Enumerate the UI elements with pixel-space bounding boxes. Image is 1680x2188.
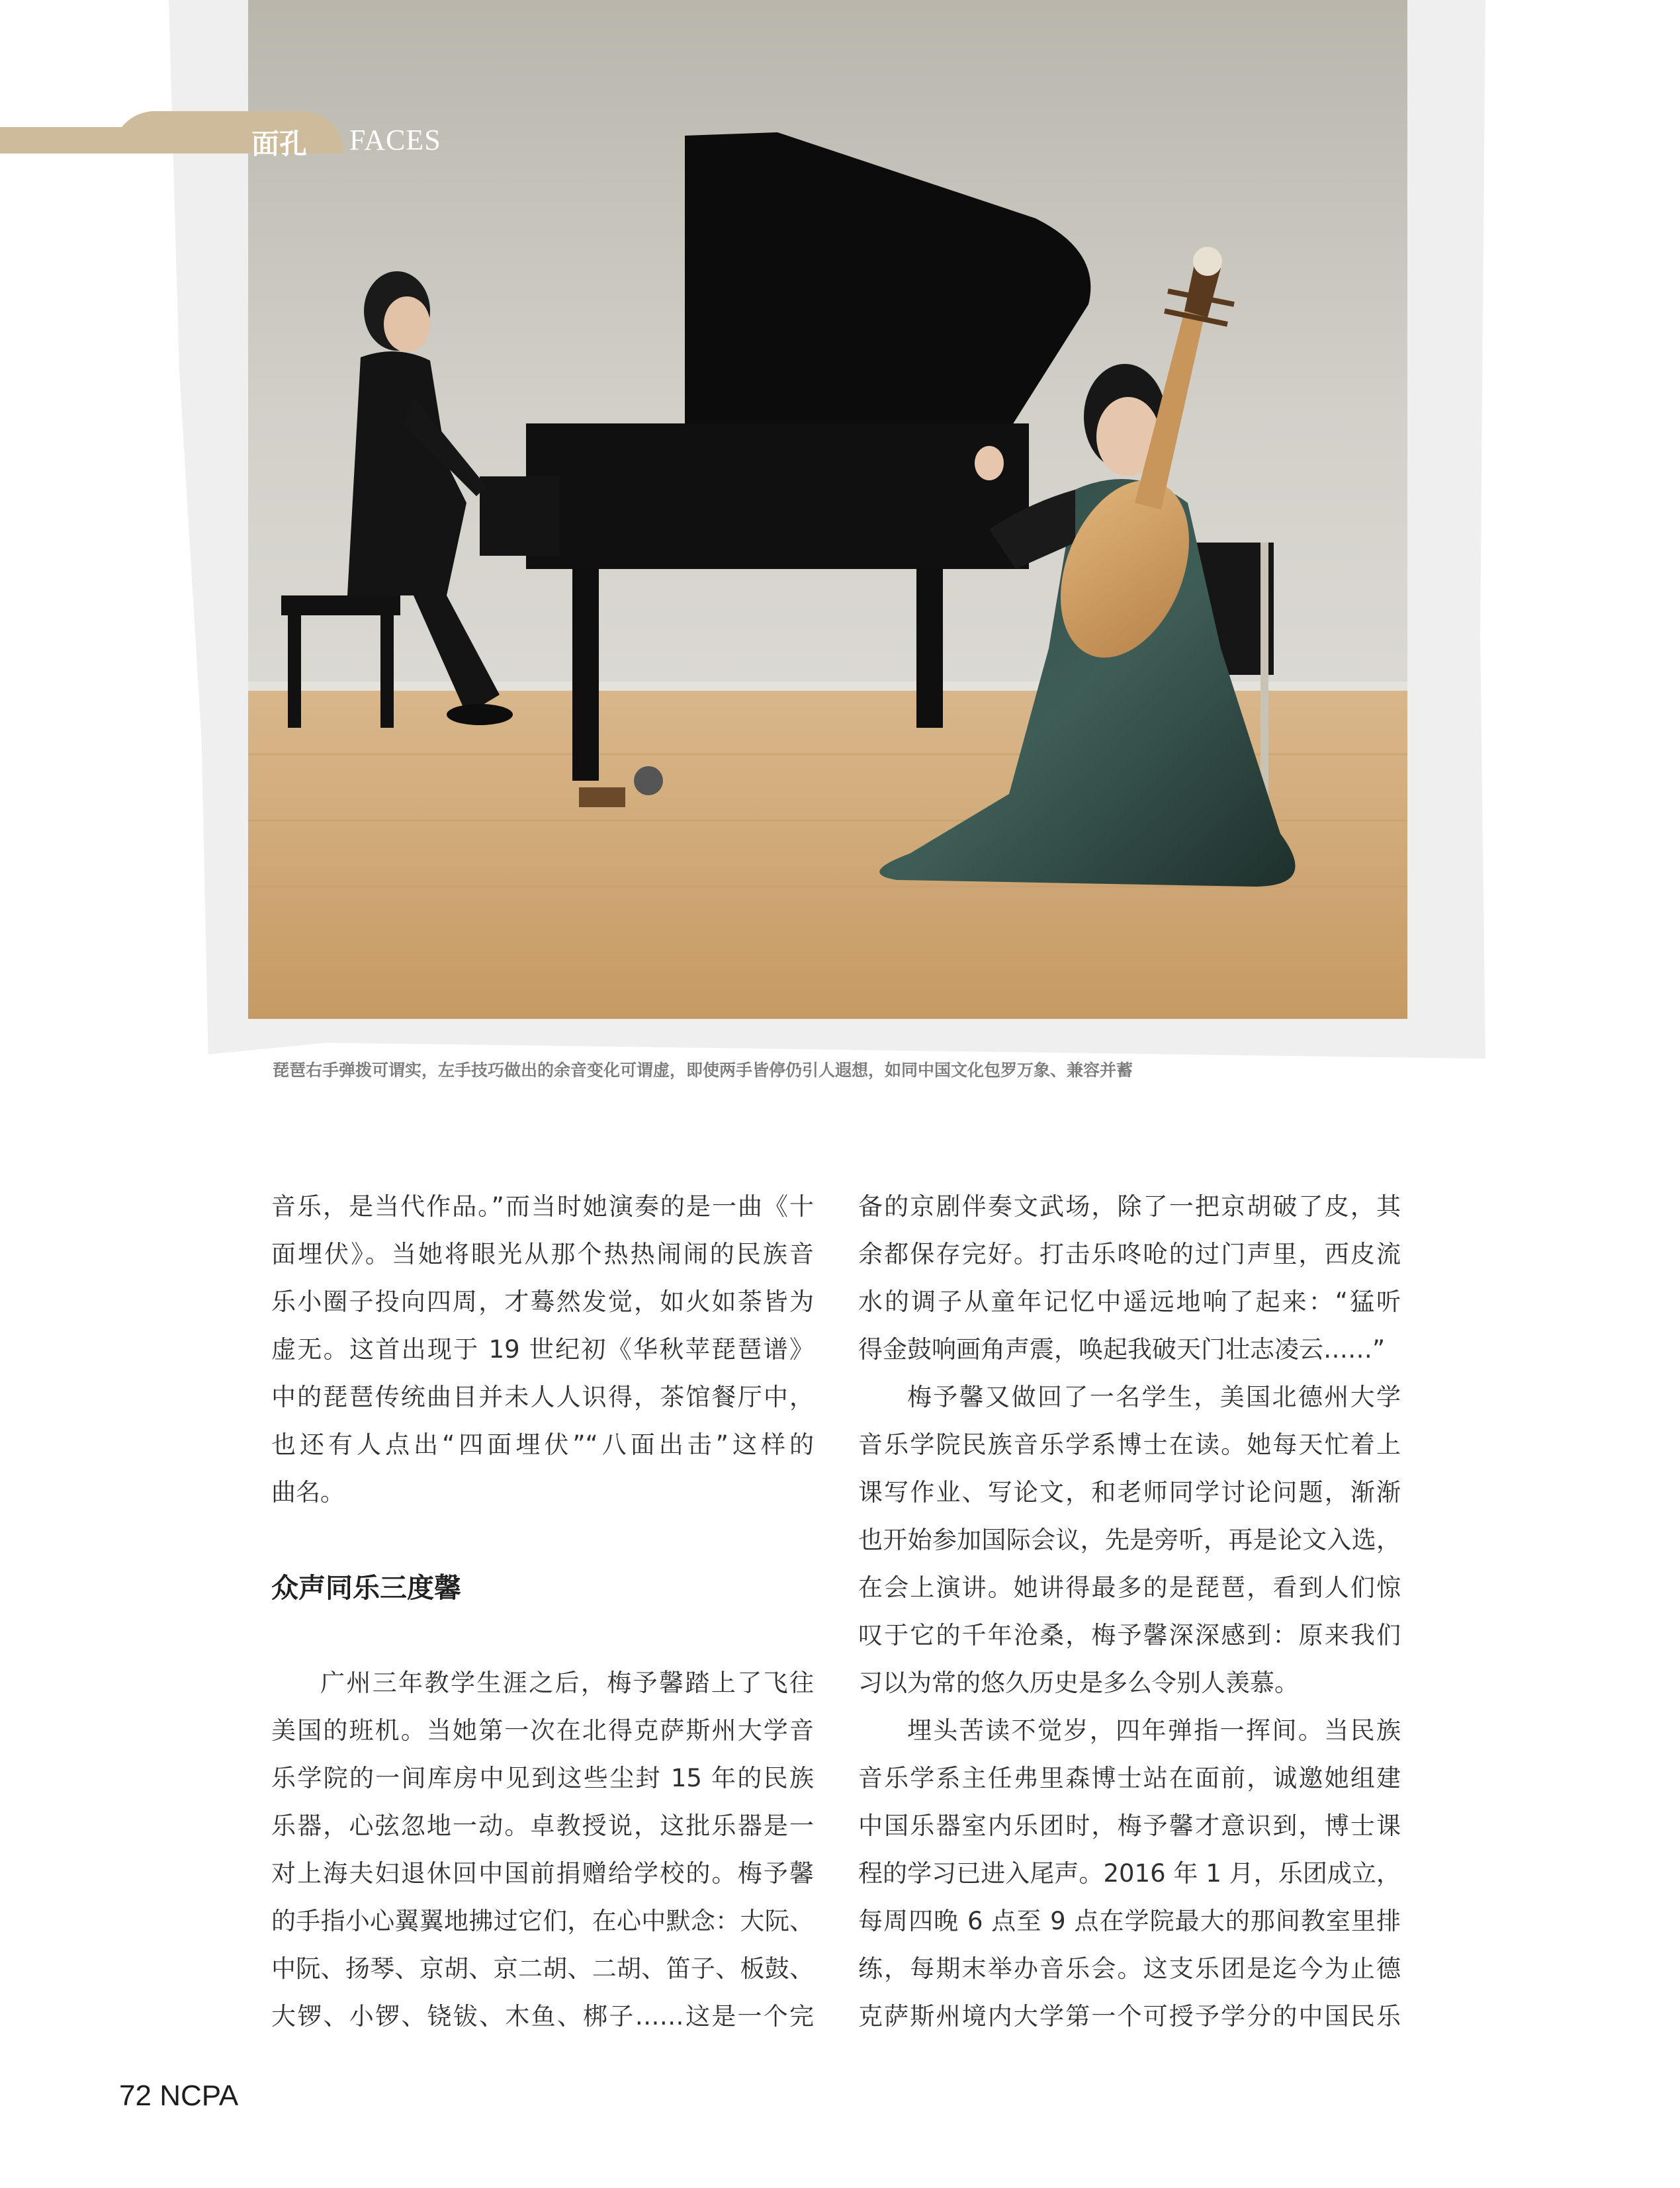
text-line: 也还有人点出“四面埋伏”“八面出击”这样的 <box>271 1430 814 1459</box>
paragraph <box>271 1659 814 2040</box>
text-line: 美国的班机。当她第一次在北得克萨斯州大学音 <box>271 1716 814 1745</box>
text-line: 水的调子从童年记忆中遥远地响了起来：“猛听 <box>858 1288 1401 1316</box>
text-line: 每周四晚 6 点至 9 点在学院最大的那间教室里排 <box>858 1907 1401 1935</box>
text-line: 习以为常的悠久历史是多么令别人羡慕。 <box>858 1669 1299 1697</box>
text-line: 乐器，心弦忽地一动。卓教授说，这批乐器是一 <box>271 1812 814 1840</box>
text-line: 梅予馨又做回了一名学生，美国北德州大学 <box>907 1383 1401 1411</box>
text-line: 克萨斯州境内大学第一个可授予学分的中国民乐 <box>858 2002 1401 2031</box>
text-line: 的手指小心翼翼地拂过它们，在心中默念：大阮、 <box>271 1907 814 1935</box>
text-line: 备的京剧伴奏文武场，除了一把京胡破了皮，其 <box>858 1192 1401 1221</box>
text-line: 练，每期末举办音乐会。这支乐团是迄今为止德 <box>858 1954 1401 1983</box>
article-column-right <box>858 1183 1401 2040</box>
text-line: 得金鼓响画角声震，唤起我破天门壮志凌云……” <box>858 1335 1386 1364</box>
text-line: 乐学院的一间库房中见到这些尘封 15 年的民族 <box>271 1764 814 1792</box>
text-line: 音乐学系主任弗里森博士站在面前，诚邀她组建 <box>858 1764 1401 1792</box>
page-number: 72 <box>119 2079 152 2112</box>
article-column-left <box>271 1183 814 2040</box>
paragraph <box>858 1707 1401 2040</box>
text-line: 在会上演讲。她讲得最多的是琵琶，看到人们惊 <box>858 1573 1401 1602</box>
text-line: 音乐，是当代作品。”而当时她演奏的是一曲《十 <box>271 1192 814 1221</box>
text-line: 面埋伏》。当她将眼光从那个热热闹闹的民族音 <box>271 1240 814 1268</box>
section-title-cn: 面孔 <box>251 128 308 160</box>
section-header-tab <box>112 111 344 153</box>
paragraph <box>858 1183 1401 1374</box>
text-line: 曲名。 <box>271 1478 345 1507</box>
text-line: 对上海夫妇退休回中国前捐赠给学校的。梅予馨 <box>271 1859 814 1888</box>
paragraph <box>271 1183 814 1516</box>
text-line: 余都保存完好。打击乐咚呛的过门声里，西皮流 <box>858 1240 1401 1268</box>
text-line: 音乐学院民族音乐学系博士在读。她每天忙着上 <box>858 1430 1401 1459</box>
text-line: 埋头苦读不觉岁，四年弹指一挥间。当民族 <box>907 1716 1401 1745</box>
text-line: 叹于它的千年沧桑，梅予馨深深感到：原来我们 <box>858 1621 1401 1649</box>
section-title-en: FACES <box>349 124 441 156</box>
magazine-name: NCPA <box>159 2079 239 2112</box>
text-line: 中国乐器室内乐团时，梅予馨才意识到，博士课 <box>858 1812 1401 1840</box>
page-footer <box>119 2079 238 2113</box>
paragraph <box>858 1374 1401 1707</box>
subheading: 众声同乐三度馨 <box>271 1572 461 1604</box>
text-line: 广州三年教学生涯之后，梅予馨踏上了飞往 <box>320 1669 814 1697</box>
text-line: 程的学习已进入尾声。2016 年 1 月，乐团成立， <box>858 1859 1401 1888</box>
text-line: 中阮、扬琴、京胡、京二胡、二胡、笛子、板鼓、 <box>271 1954 814 1983</box>
photo-caption: 琵琶右手弹拨可谓实，左手技巧做出的余音变化可谓虚，即使两手皆停仍引人遐想，如同中国文化包罗万象、兼容并蓄 <box>273 1061 1133 1080</box>
text-line: 大锣、小锣、铙钹、木鱼、梆子……这是一个完 <box>271 2002 814 2031</box>
text-line: 中的琵琶传统曲目并未人人识得，茶馆餐厅中， <box>271 1383 814 1411</box>
text-line: 虚无。这首出现于 19 世纪初《华秋苹琵琶谱》 <box>271 1335 814 1364</box>
text-line: 课写作业、写论文，和老师同学讨论问题，渐渐 <box>858 1478 1401 1507</box>
text-line: 也开始参加国际会议，先是旁听，再是论文入选， <box>858 1526 1401 1554</box>
text-line: 乐小圈子投向四周，才蓦然发觉，如火如荼皆为 <box>271 1288 814 1316</box>
